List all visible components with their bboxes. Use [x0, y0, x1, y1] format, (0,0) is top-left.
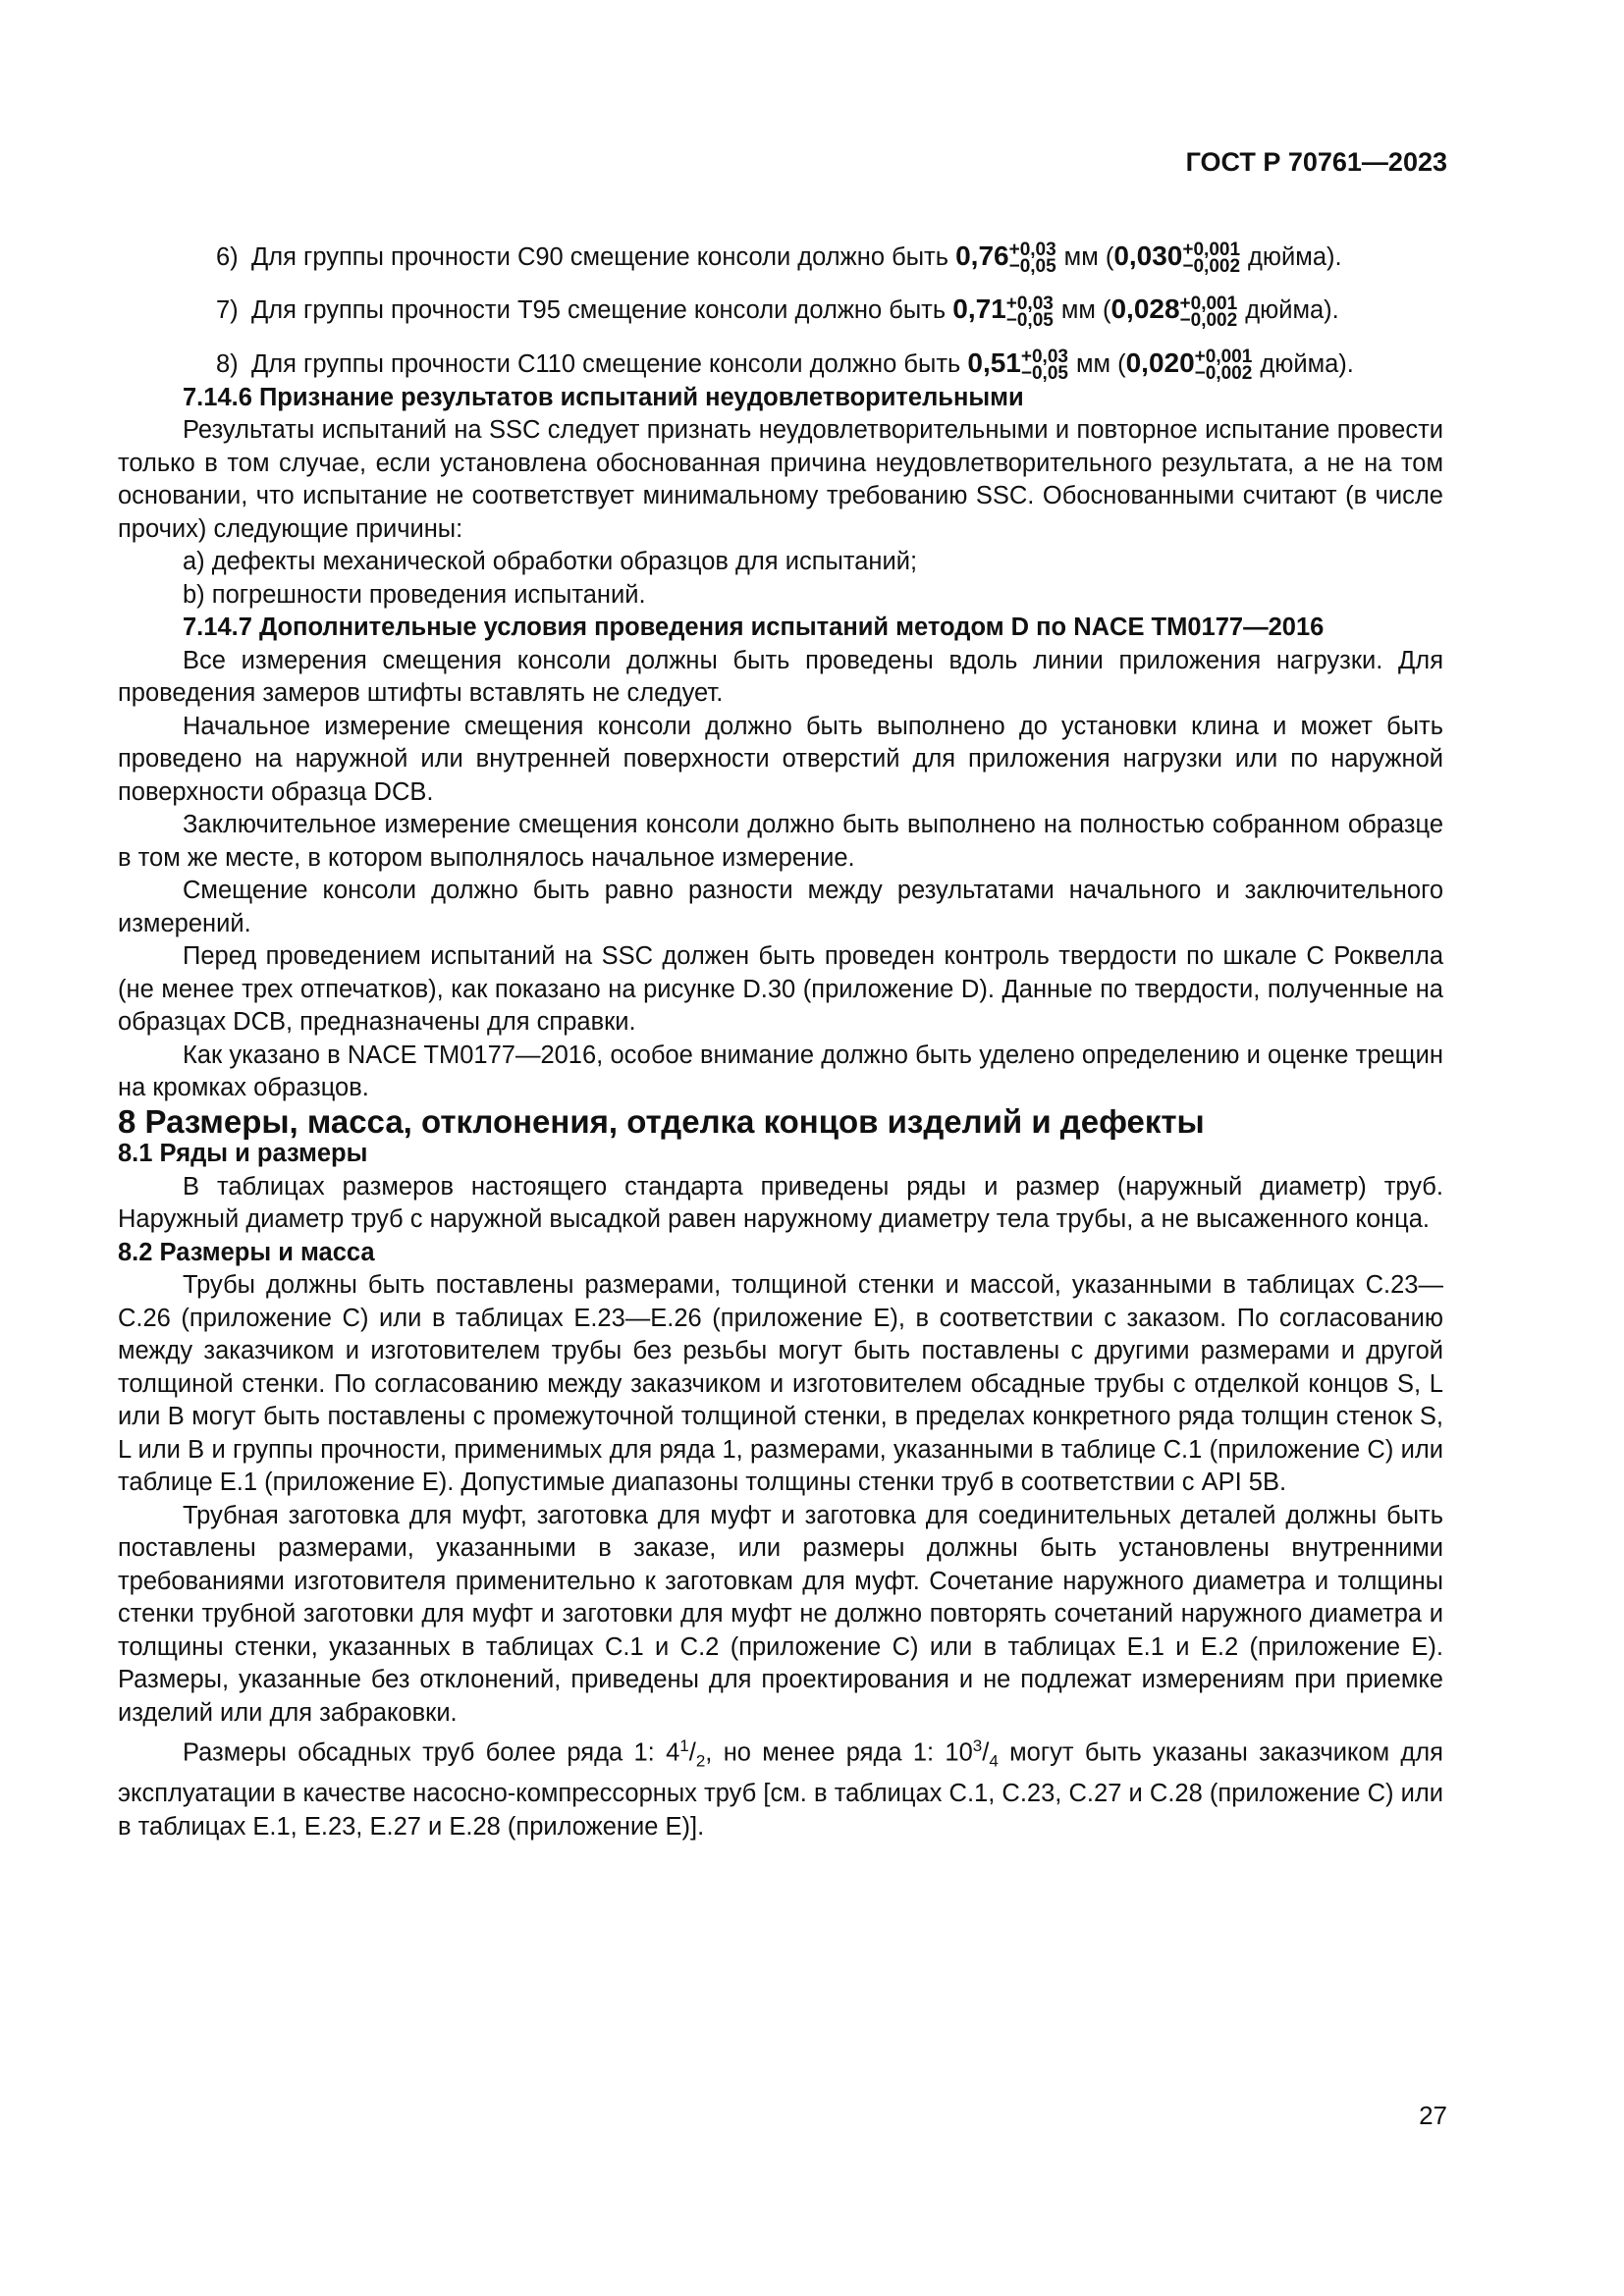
paragraph: Трубная заготовка для муфт, заготовка для муфт и заготовка для соединительных деталей должны быть поставлены размерами, указанными в заказе, или размеры должны быть установлены внутренними требованиями изготовителя применительно к заготовкам для муфт. Сочетание наружного диаметра и толщины стенки трубной заготовки для муфт и заготовки для муфт не должно повторять сочетаний наружного диаметра и толщины стенки, указанных в таблицах C.1 и C.2 (приложение C) или в таблицах E.1 и E.2 (приложение E). Размеры, указанные без отклонений, приведены для проектирования и не подлежат измерениям при приемке изделий или для забраковки. [118, 1501, 1443, 1727]
heading-8-1: 8.1 Ряды и размеры [118, 1140, 368, 1168]
paragraph: Все измерения смещения консоли должны быть проведены вдоль линии приложения нагрузки. Для проведения замеров штифты вставлять не следует. [118, 646, 1443, 708]
section-heading-8: 8 Размеры, масса, отклонения, отделка концов изделий и дефекты [118, 1102, 1205, 1140]
paragraph: Начальное измерение смещения консоли должно быть выполнено до установки клина и может быть проведено на наружной или внутренней поверхности отверстий для приложения нагрузки или по наружной поверхности образца DCB. [118, 712, 1443, 806]
list-item-b: b) погрешности проведения испытаний. [183, 580, 646, 609]
heading-7-14-7: 7.14.7 Дополнительные условия проведения испытаний методом D по NACE TM0177—2016 [183, 614, 1325, 642]
list-item-6: 6) Для группы прочности C90 смещение консоли должно быть 0,76 +0,03 −0,05 мм (0,030 +0,001 −0,002 дюйма). [216, 240, 1342, 278]
paragraph-fractions: Размеры обсадных труб более ряда 1: $4^1/_2$, но менее ряда 1: $10^3/_4$ могут быть указаны заказчиком для эксплуатации в качестве насосно-компрессорных труб [см. в таблицах C.1, C.23, C.27 и C.28 (приложение C) или в таблицах E.1, E.23, E.27 и E.28 (приложение E)]. [118, 1736, 1443, 1841]
paragraph: Как указано в NACE TM0177—2016, особое внимание должно быть уделено определению и оценке трещин на кромках образцов. [118, 1041, 1443, 1102]
page-content [118, 240, 1443, 1843]
list-item-a: а) дефекты механической обработки образцов для испытаний; [183, 548, 918, 576]
paragraph: Результаты испытаний на SSC следует признать неудовлетворительными и повторное испытание провести только в том случае, если установлена обоснованная причина неудовлетворительного результата, а не на том основании, что испытание не соответствует минимальному требованию SSC. Обоснованными считают (в числе прочих) следующие причины: [118, 416, 1443, 543]
paragraph: Перед проведением испытаний на SSC должен быть проведен контроль твердости по шкале C Роквелла (не менее трех отпечатков), как показано на рисунке D.30 (приложение D). Данные по твердости, полученные на образцах DCB, предназначены для справки. [118, 942, 1443, 1037]
paragraph: Смещение консоли должно быть равно разности между результатами начального и заключительного измерений. [118, 877, 1443, 937]
list-item-7: 7) Для группы прочности T95 смещение консоли должно быть 0,71 +0,03 −0,05 мм (0,028 +0,001 −0,002 дюйма). [216, 293, 1339, 331]
list-item-8: 8) Для группы прочности C110 смещение консоли должно быть 0,51 +0,03 −0,05 мм (0,020 +0,001 −0,002 дюйма). [216, 346, 1354, 384]
paragraph: Трубы должны быть поставлены размерами, толщиной стенки и массой, указанными в таблицах C.23—C.26 (приложение C) или в таблицах E.23—E.26 (приложение E), в соответствии с заказом. По согласованию между заказчиком и изготовителем трубы без резьбы могут быть поставлены с другими размерами и другой толщиной стенки. По согласованию между заказчиком и изготовителем обсадные трубы с отделкой концов S, L или B могут быть поставлены с промежуточной толщиной стенки, в пределах конкретного ряда толщин стенок S, L или B и группы прочности, применимых для ряда 1, размерами, указанными в таблице C.1 (приложение C) или таблице E.1 (приложение E). Допустимые диапазоны толщины стенки труб в соответствии с API 5B. [118, 1271, 1443, 1497]
paragraph: Заключительное измерение смещения консоли должно быть выполнено на полностью собранном образце в том же месте, в котором выполнялось начальное измерение. [118, 811, 1443, 872]
standard-header: ГОСТ Р 70761—2023 [1185, 147, 1447, 177]
heading-7-14-6: 7.14.6 Признание результатов испытаний неудовлетворительными [183, 383, 1024, 411]
page-number: 27 [1419, 2101, 1447, 2130]
heading-8-2: 8.2 Размеры и масса [118, 1238, 375, 1266]
paragraph: В таблицах размеров настоящего стандарта приведены ряды и размер (наружный диаметр) труб. Наружный диаметр труб с наружной высадкой равен наружному диаметру тела трубы, а не высаженного конца. [118, 1172, 1443, 1234]
